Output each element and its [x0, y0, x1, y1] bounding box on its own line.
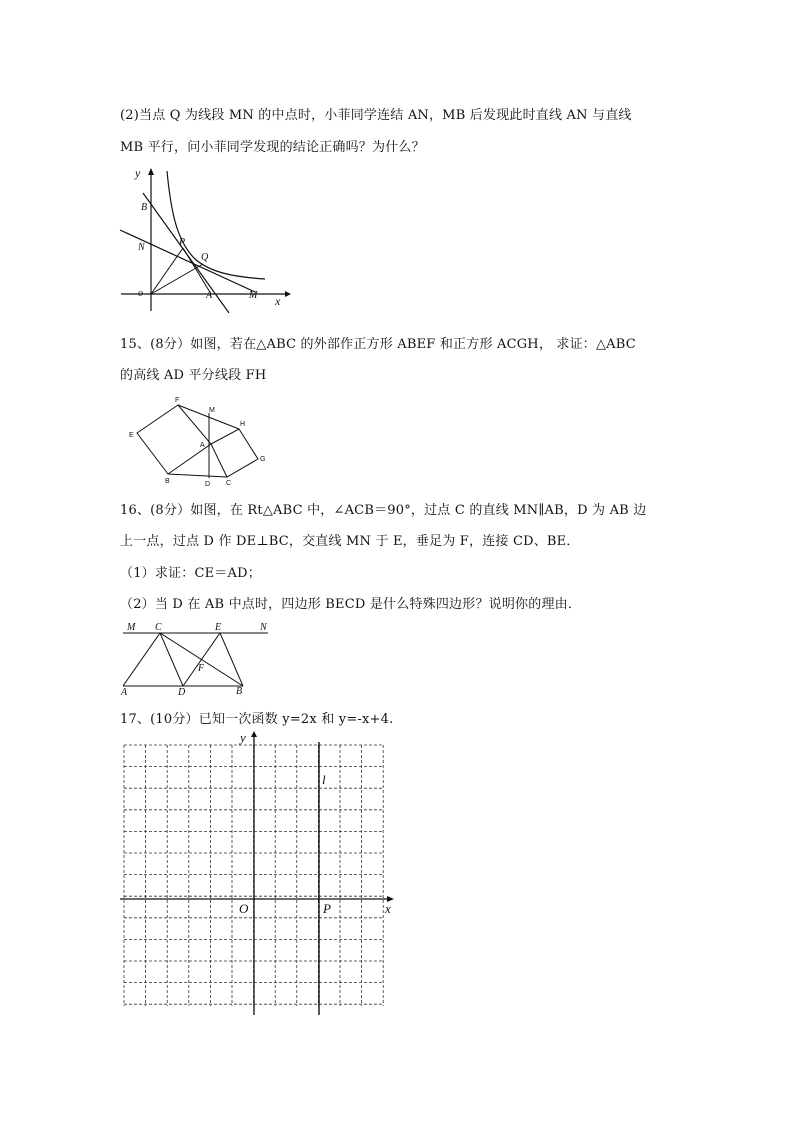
q16-label-E: E — [215, 622, 222, 633]
q15-text-line-1: 15、(8分）如图，若在△ABC 的外部作正方形 ABEF 和正方形 ACGH， 求证：△ABC — [120, 337, 636, 352]
q16-label-A: A — [121, 687, 128, 697]
q15-label-A: A — [200, 442, 205, 449]
q16-text-line-3: （1）求证：CE＝AD； — [120, 566, 261, 581]
q14-text-line-1: (2)当点 Q 为线段 MN 的中点时，小菲同学连结 AN，MB 后发现此时直线 AN 与直线 — [120, 108, 632, 123]
q16-label-D: D — [178, 687, 186, 697]
q15-label-D: D — [205, 481, 211, 486]
q17-label-O: O — [239, 901, 249, 916]
q17-text-line-1: 17、(10分）已知一次函数 y=2x 和 y=-x+4. — [120, 712, 394, 727]
q17-label-x: x — [385, 901, 391, 916]
q16-text-line-2: 上一点，过点 D 作 DE⊥BC，交直线 MN 于 E，垂足为 F，连接 CD、BE． — [120, 534, 580, 549]
q15-label-C: C — [226, 480, 232, 486]
q16-label-B: B — [236, 686, 243, 697]
q16-label-N: N — [260, 622, 267, 633]
q15-label-E: E — [129, 432, 134, 439]
q14-label-A: A — [206, 290, 213, 301]
q15-figure — [120, 394, 275, 486]
q16-label-F: F — [198, 663, 205, 674]
q17-label-y: y — [240, 730, 246, 745]
q15-label-F: F — [175, 397, 180, 404]
q16-label-M: M — [127, 622, 136, 633]
q15-label-B: B — [165, 478, 170, 485]
q17-label-l: l — [322, 772, 326, 787]
q14-label-O: o — [138, 288, 143, 299]
q14-label-B: B — [141, 202, 148, 213]
q15-label-G: G — [260, 456, 266, 463]
q15-text-line-2: 的高线 AD 平分线段 FH — [120, 368, 267, 383]
q14-label-Q: Q — [201, 252, 209, 263]
q14-label-y: y — [135, 166, 141, 180]
q14-label-x: x — [275, 294, 281, 308]
q17-coordinate-grid — [115, 730, 400, 1015]
q16-text-line-4: （2）当 D 在 AB 中点时，四边形 BECD 是什么特殊四边形？说明你的理由． — [120, 597, 582, 612]
q14-label-P: P — [179, 237, 186, 248]
q15-label-M: M — [209, 407, 215, 414]
q16-text-line-1: 16、(8分）如图，在 Rt△ABC 中，∠ACB＝90°，过点 C 的直线 MN∥AB，D 为 AB 边 — [120, 503, 647, 518]
q14-figure — [115, 163, 295, 313]
q17-label-P: P — [323, 901, 331, 916]
q14-text-line-2: MB 平行，问小菲同学发现的结论正确吗？为什么？ — [120, 140, 425, 155]
q15-label-H: H — [240, 421, 246, 428]
q16-figure — [118, 617, 273, 697]
q16-label-C: C — [155, 622, 162, 633]
q14-label-M: M — [249, 290, 258, 301]
q14-label-N: N — [138, 242, 145, 253]
